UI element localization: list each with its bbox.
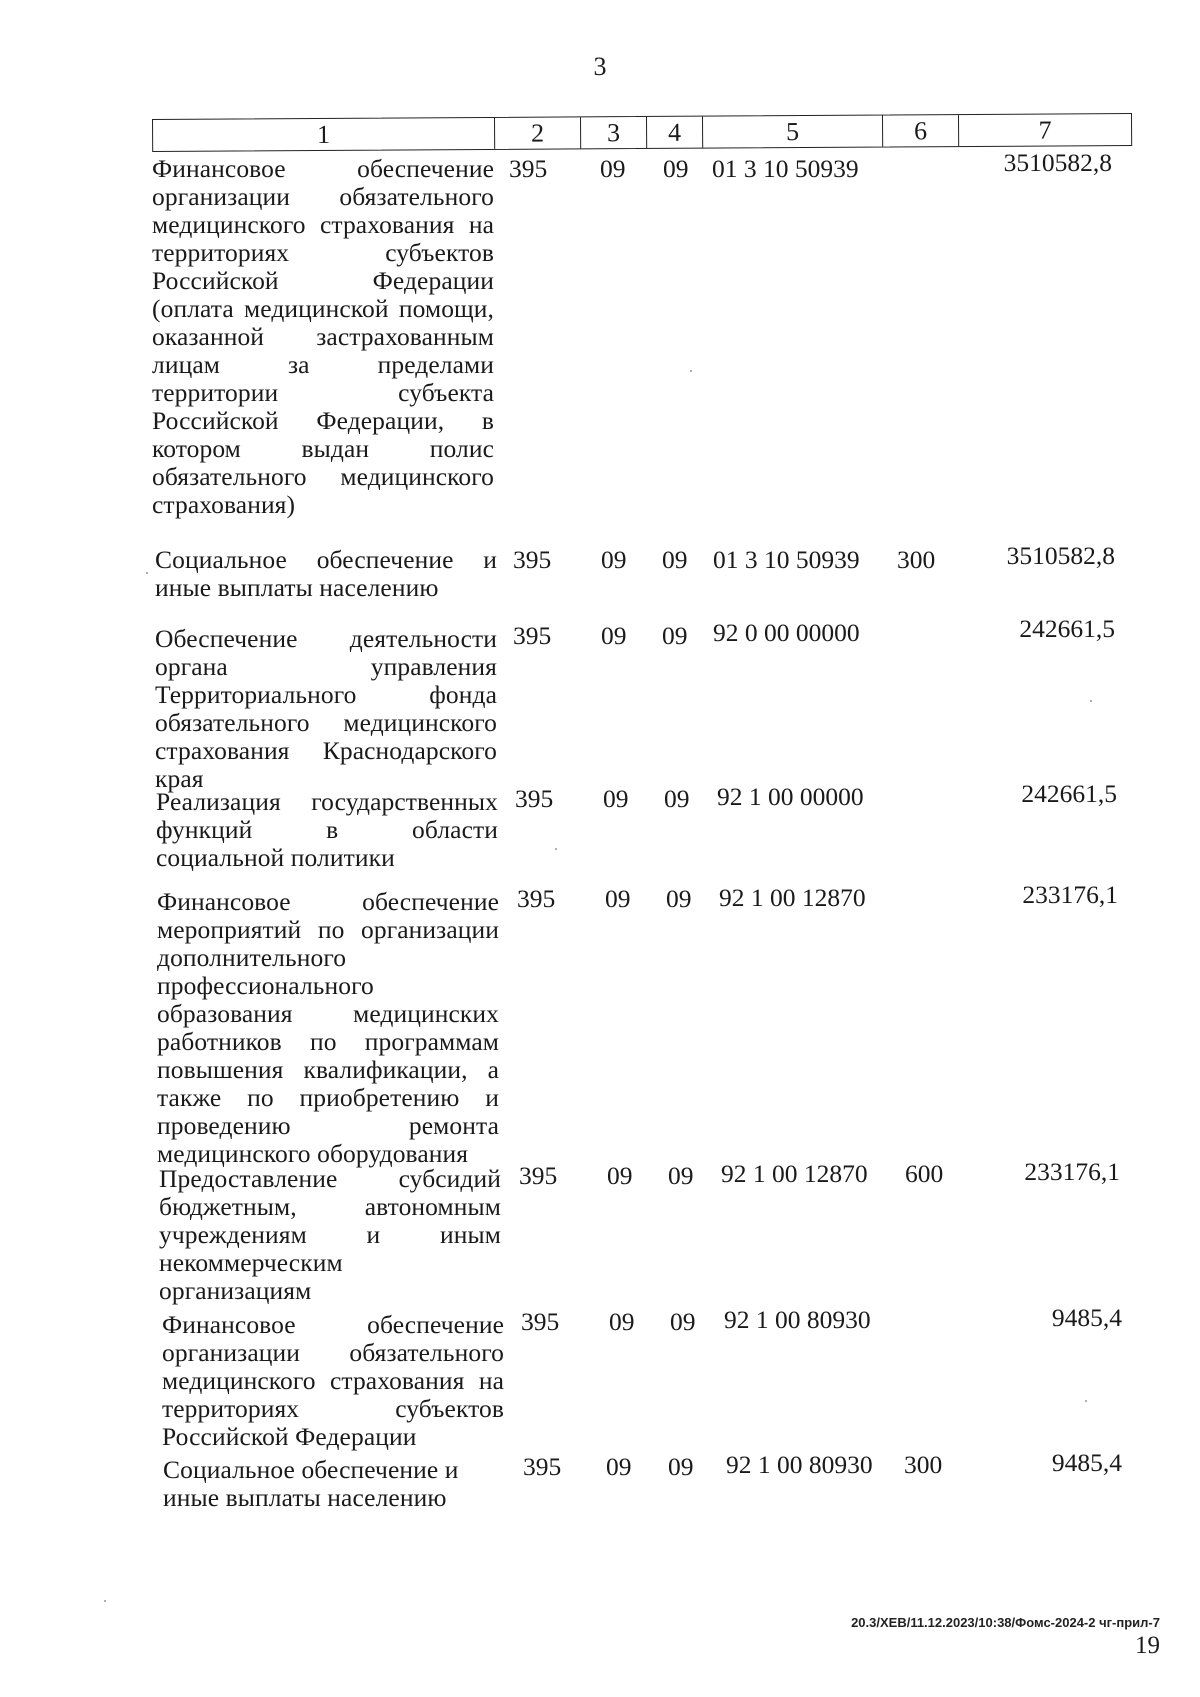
row-col-3: 09 [601, 621, 627, 650]
row-col-5: 92 1 00 80930 [726, 1450, 873, 1479]
row-col-2: 395 [509, 154, 548, 183]
row-col-5: 92 1 00 00000 [717, 782, 864, 811]
row-col-2: 395 [517, 884, 556, 913]
header-col-3: 3 [581, 117, 647, 148]
row-col-2: 395 [513, 545, 552, 574]
row-col-7: 3510582,8 [1006, 541, 1115, 570]
row-col-3: 09 [606, 1452, 632, 1481]
row-name: Социальное обеспечение и иные выплаты населению [155, 545, 497, 602]
row-col-7: 9485,4 [1051, 1448, 1122, 1477]
row-col-5: 92 1 00 12870 [719, 883, 866, 912]
row-col-4: 09 [662, 621, 688, 650]
row-col-4: 09 [664, 784, 690, 813]
scan-speck [104, 1600, 106, 1602]
row-col-5: 92 1 00 12870 [721, 1159, 868, 1188]
row-col-7: 9485,4 [1051, 1303, 1122, 1332]
row-col-7: 242661,5 [1021, 779, 1117, 808]
row-col-5: 92 0 00 00000 [713, 618, 860, 647]
row-name: Предоставление субсидий бюджетным, автономным учреждениям и иным некоммерческим организациям [159, 1164, 501, 1305]
header-col-6: 6 [883, 115, 959, 146]
row-col-7: 242661,5 [1019, 614, 1115, 643]
header-col-5: 5 [703, 116, 883, 148]
row-col-6: 300 [904, 1450, 943, 1479]
row-col-7: 3510582,8 [1003, 148, 1112, 177]
document-code: 20.3/ХЕВ/11.12.2023/10:38/Фомс-2024-2 чг-прил-7 [851, 1615, 1160, 1630]
row-name: Финансовое обеспечение мероприятий по организации дополнительного профессионального образования медицинских работников по программам повышения квалификации, а также по приобретению и проведению ремонта медицинского оборудования [157, 887, 499, 1168]
row-name: Финансовое обеспечение организации обязательного медицинского страхования на территориях субъектов Российской Федерации (оплата медицинской помощи, оказанной застрахованным лицам за пределами территории субъекта Российской Федерации, в котором выдан полис обязательного медицинского страхования) [152, 154, 494, 519]
page-number-top: 3 [593, 52, 607, 81]
row-name: Реализация государственных функций в области социальной политики [156, 787, 498, 872]
row-col-3: 09 [603, 784, 629, 813]
row-col-3: 09 [605, 884, 631, 913]
header-col-2: 2 [495, 117, 581, 149]
row-col-5: 92 1 00 80930 [724, 1305, 871, 1334]
row-col-4: 09 [663, 154, 689, 183]
row-name: Обеспечение деятельности органа управления Территориального фонда обязательного медицинского страхования Краснодарского края [155, 624, 497, 793]
scan-speck [1090, 700, 1092, 702]
row-col-2: 395 [523, 1452, 562, 1481]
row-col-5: 01 3 10 50939 [712, 154, 859, 183]
row-col-2: 395 [521, 1307, 560, 1336]
header-col-7: 7 [1038, 115, 1052, 145]
table-header [152, 113, 1132, 152]
scan-speck [146, 572, 148, 574]
row-col-3: 09 [609, 1307, 635, 1336]
page-number-bottom: 19 [1135, 1632, 1160, 1659]
row-col-2: 395 [515, 784, 554, 813]
row-col-2: 395 [519, 1161, 558, 1190]
scan-speck [555, 848, 557, 850]
row-col-6: 300 [897, 545, 936, 574]
header-col-1: 1 [153, 118, 495, 151]
row-col-4: 09 [666, 884, 692, 913]
row-col-3: 09 [600, 154, 626, 183]
row-col-6: 600 [905, 1159, 944, 1188]
row-col-4: 09 [668, 1452, 694, 1481]
scan-speck [690, 370, 692, 372]
row-col-4: 09 [670, 1307, 696, 1336]
header-col-4: 4 [647, 117, 703, 148]
row-col-7: 233176,1 [1022, 880, 1118, 909]
row-col-7: 233176,1 [1024, 1157, 1120, 1186]
row-col-3: 09 [607, 1161, 633, 1190]
row-col-2: 395 [513, 621, 552, 650]
row-col-4: 09 [662, 545, 688, 574]
row-col-5: 01 3 10 50939 [713, 545, 860, 574]
row-col-4: 09 [668, 1161, 694, 1190]
row-name: Финансовое обеспечение организации обязательного медицинского страхования на территориях субъектов Российской Федерации [162, 1310, 504, 1451]
row-col-3: 09 [601, 545, 627, 574]
scan-speck [1085, 1400, 1087, 1402]
row-name: Социальное обеспечение и иные выплаты населению [163, 1455, 459, 1512]
